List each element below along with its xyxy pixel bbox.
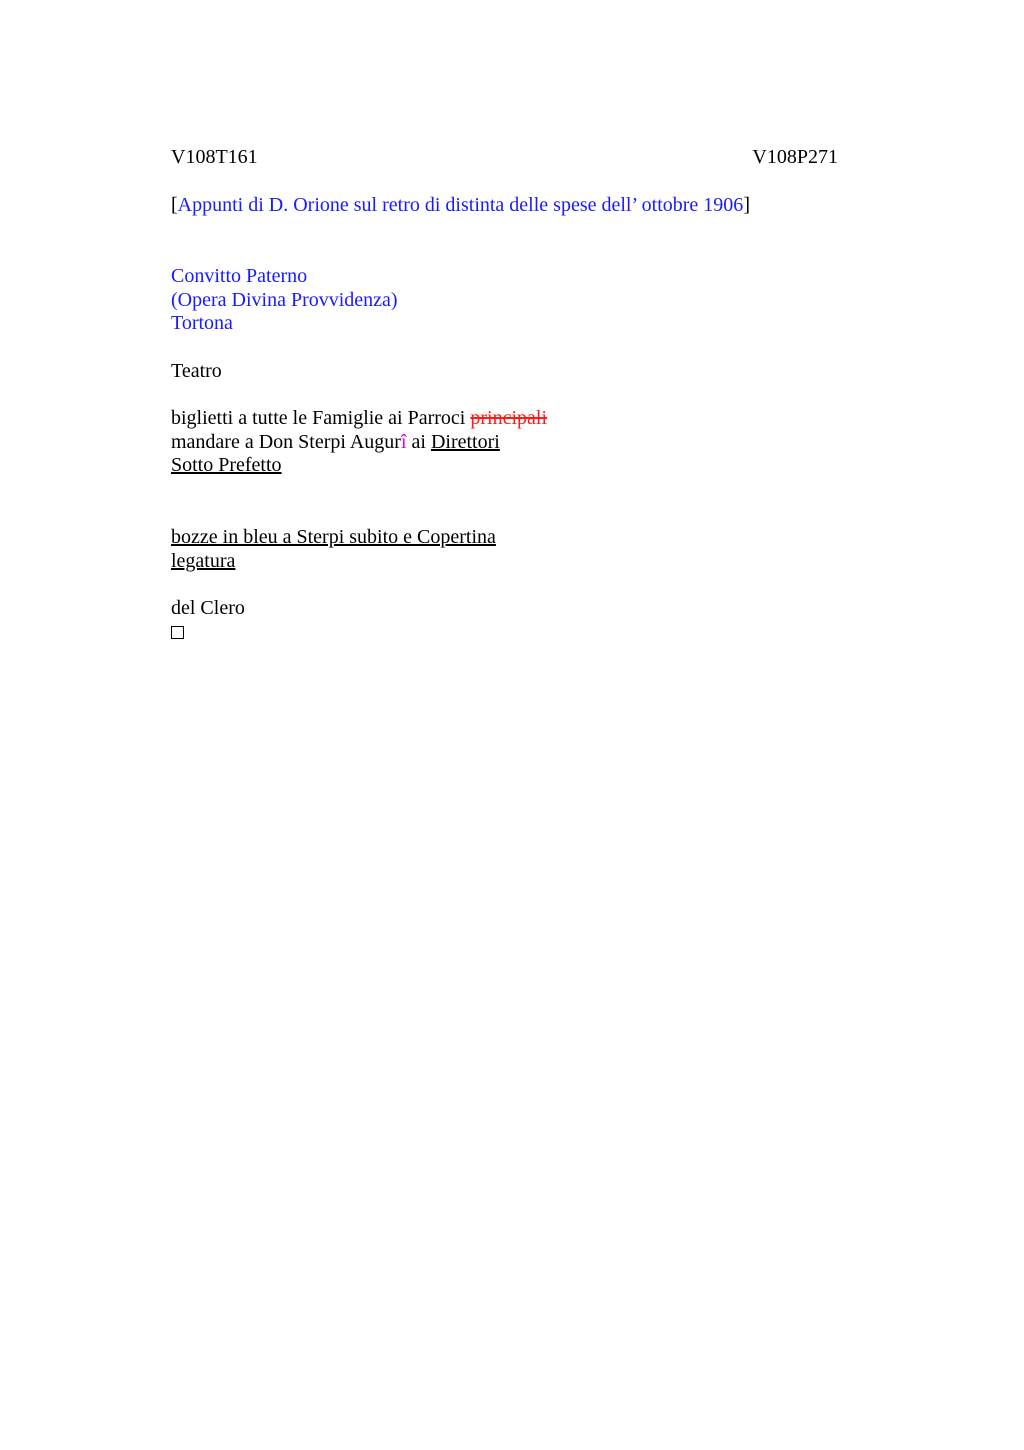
note-line xyxy=(171,431,547,455)
empty-square-icon xyxy=(171,626,184,639)
notes-block-1 xyxy=(171,407,547,478)
struck-word: principali xyxy=(470,407,548,429)
document-code-right: V108P271 xyxy=(752,146,838,168)
note-text-segment: ai xyxy=(406,430,431,453)
note-line xyxy=(171,621,245,645)
underlined-text: bozze in bleu a Sterpi subito e Copertina xyxy=(171,526,496,548)
underlined-text: legatura xyxy=(171,549,236,572)
note-open-bracket: [ xyxy=(171,194,178,216)
letterhead-line: (Opera Divina Provvidenza) xyxy=(171,288,398,311)
document-code-left: V108T161 xyxy=(171,146,258,168)
note-line: del Clero xyxy=(171,597,245,619)
underlined-word: Sotto Prefetto xyxy=(171,454,282,476)
note-text-segment: biglietti a tutte le Famiglie ai Parroci xyxy=(171,407,471,429)
note-text-segment: mandare a Don Sterpi Augur xyxy=(171,430,401,453)
heading-text: Teatro xyxy=(171,360,222,382)
note-text: Appunti di D. Orione sul retro di distinta delle spese dell’ ottobre 1906 xyxy=(177,194,744,216)
note-close-bracket: ] xyxy=(743,194,750,216)
note-line xyxy=(171,454,547,478)
letterhead xyxy=(171,265,398,336)
note-line xyxy=(171,526,496,550)
letterhead-line: Tortona xyxy=(171,312,233,334)
note-line xyxy=(171,550,496,574)
underlined-word: Direttori xyxy=(430,430,500,453)
note-line xyxy=(171,407,547,431)
correction-mark: î xyxy=(400,430,407,453)
notes-block-3 xyxy=(171,597,245,644)
editorial-note xyxy=(171,194,750,218)
notes-block-2 xyxy=(171,526,496,573)
heading-teatro xyxy=(171,360,222,384)
letterhead-line: Convitto Paterno xyxy=(171,265,308,287)
